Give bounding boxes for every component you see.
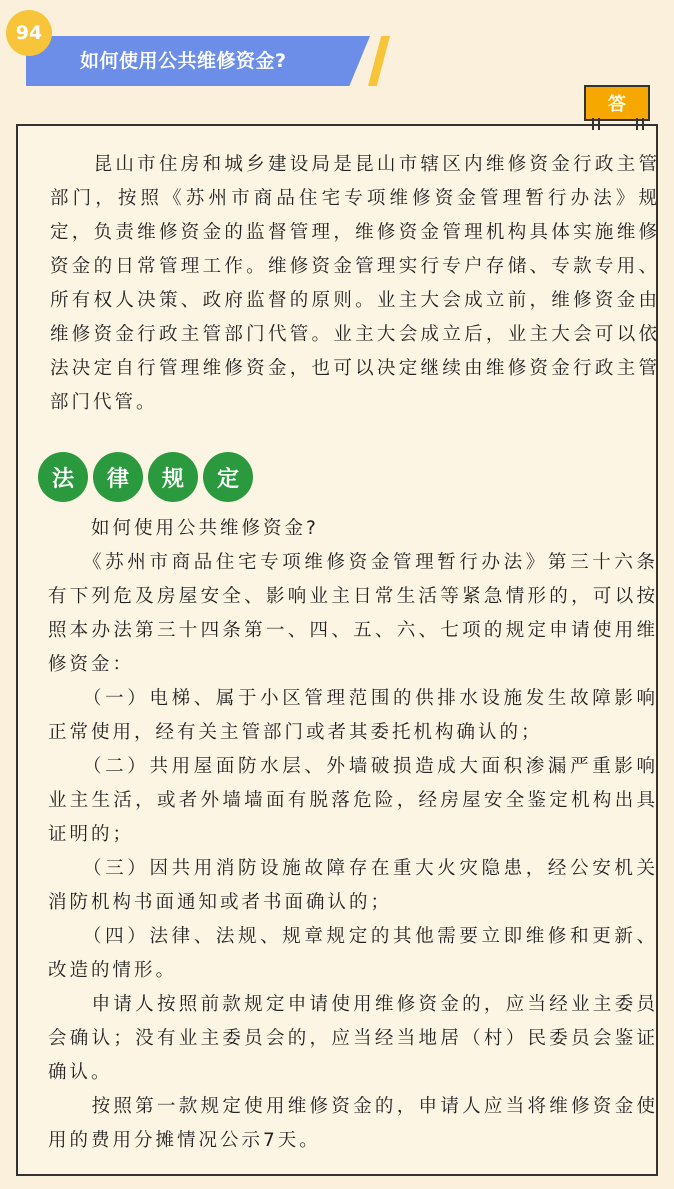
legal-paragraph: 按照第一款规定使用维修资金的，申请人应当将维修资金使用的费用分摊情况公示7天。 bbox=[48, 1096, 658, 1151]
legal-heading-char: 定 bbox=[203, 452, 253, 502]
banner-accent-stripe bbox=[368, 36, 390, 86]
legal-question: 如何使用公共维修资金? bbox=[48, 518, 319, 539]
answer-tag-tick bbox=[592, 118, 594, 130]
legal-heading-char: 律 bbox=[93, 452, 143, 502]
legal-item: （三）因共用消防设施故障存在重大火灾隐患，经公安机关消防机构书面通知或者书面确认的； bbox=[48, 858, 658, 913]
legal-heading-char: 规 bbox=[148, 452, 198, 502]
answer-tag-tick bbox=[636, 118, 638, 130]
answer-tag-tick bbox=[642, 118, 644, 130]
legal-heading-char: 法 bbox=[38, 452, 88, 502]
answer-paragraph: 昆山市住房和城乡建设局是昆山市辖区内维修资金行政主管部门，按照《苏州市商品住宅专项维修资金管理暂行办法》规定，负责维修资金的监督管理，维修资金管理机构具体实施维修资金的日常管理工作。维修资金管理实行专户存储、专款专用、所有权人决策、政府监督的原则。业主大会成立前，维修资金由维修资金行政主管部门代管。业主大会成立后，业主大会可以依法决定自行管理维修资金，也可以决定继续由维修资金行政主管部门代管。 bbox=[50, 154, 660, 413]
answer-label: 答 bbox=[584, 85, 650, 121]
legal-item: （一）电梯、属于小区管理范围的供排水设施发生故障影响正常使用，经有关主管部门或者其委托机构确认的； bbox=[48, 688, 658, 743]
legal-paragraph: 申请人按照前款规定申请使用维修资金的，应当经业主委员会确认；没有业主委员会的，应当经当地居（村）民委员会鉴证确认。 bbox=[48, 994, 658, 1083]
question-title: 如何使用公共维修资金? bbox=[80, 50, 287, 72]
legal-intro: 《苏州市商品住宅专项维修资金管理暂行办法》第三十六条有下列危及房屋安全、影响业主日常生活等紧急情形的，可以按照本办法第三十四条第一、四、五、六、七项的规定申请使用维修资金： bbox=[48, 552, 658, 675]
legal-section-heading bbox=[38, 452, 253, 502]
answer-tag-tick bbox=[598, 118, 600, 130]
legal-item: （二）共用屋面防水层、外墙破损造成大面积渗漏严重影响业主生活，或者外墙墙面有脱落危险，经房屋安全鉴定机构出具证明的； bbox=[48, 756, 658, 845]
legal-item: （四）法律、法规、规章规定的其他需要立即维修和更新、改造的情形。 bbox=[48, 926, 658, 981]
question-number-badge: 94 bbox=[6, 10, 52, 56]
